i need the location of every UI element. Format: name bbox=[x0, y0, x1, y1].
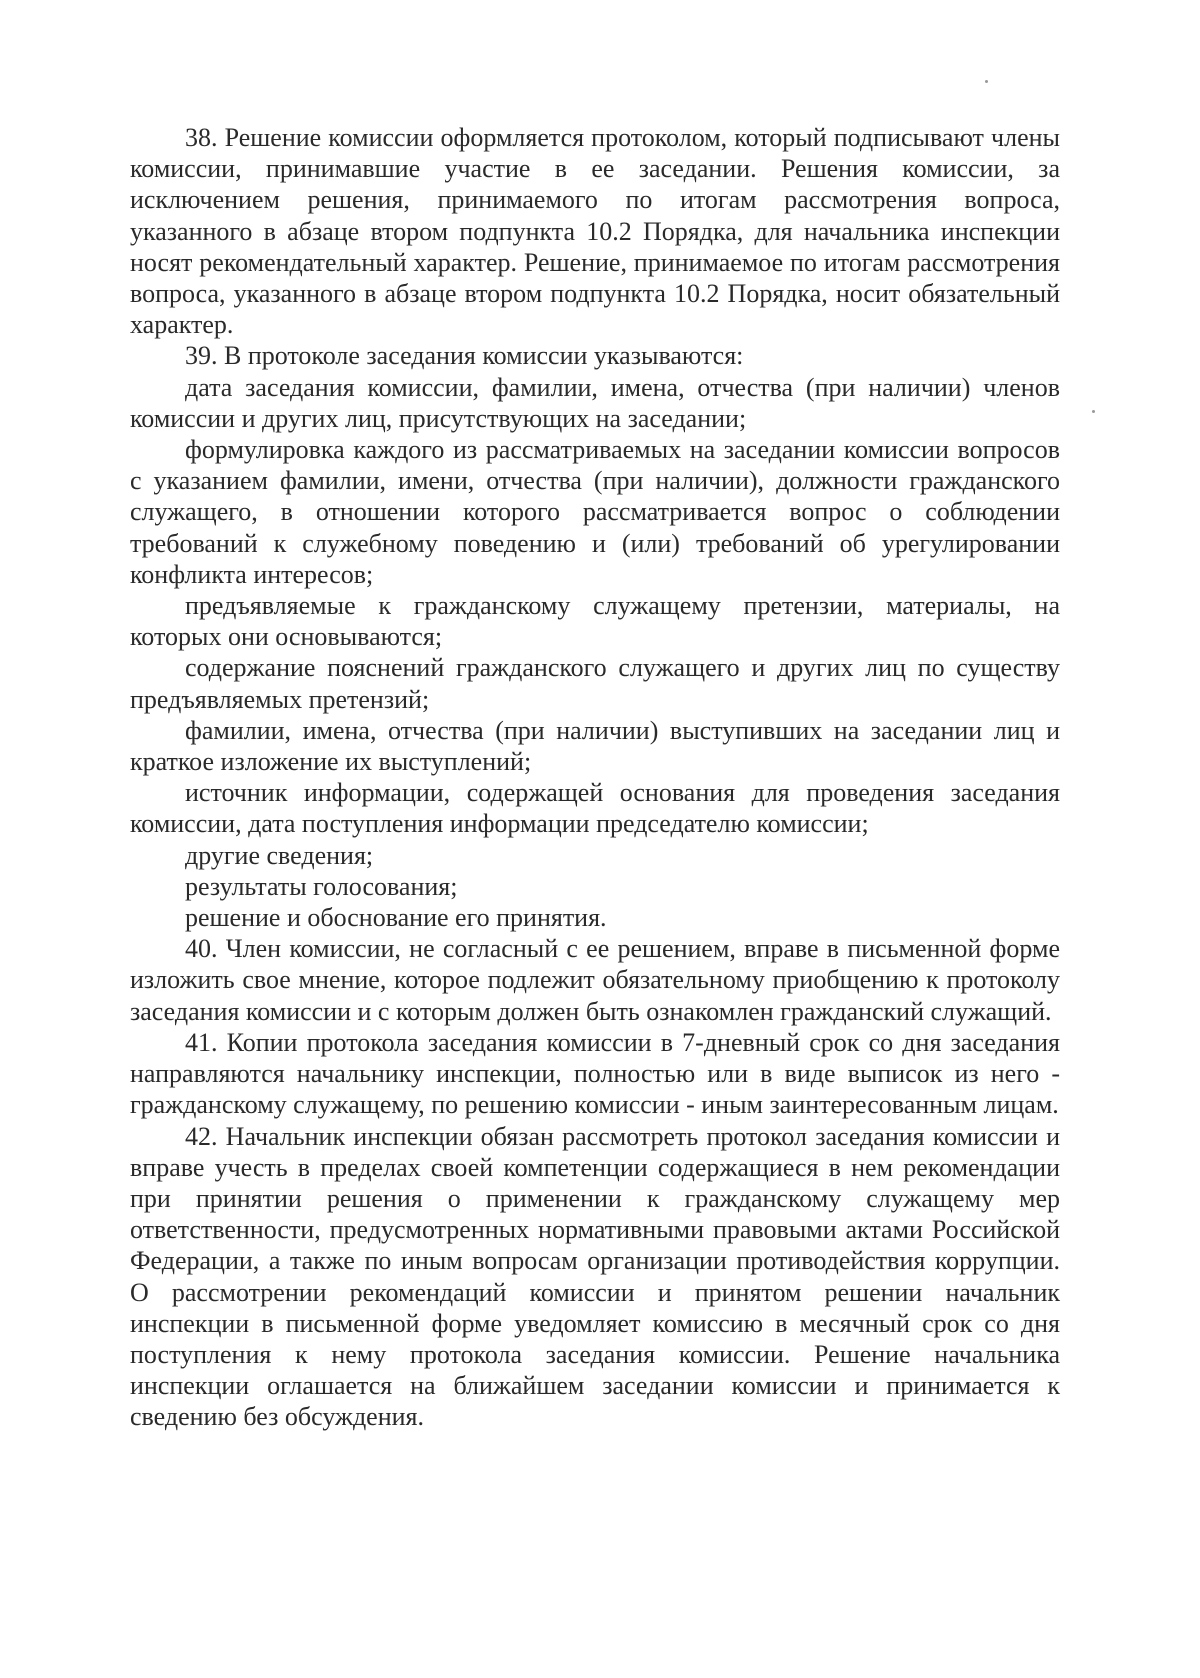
paragraph-39: 39. В протоколе заседания комиссии указываются: bbox=[185, 341, 744, 371]
list-item-other: другие сведения; bbox=[185, 840, 374, 870]
scan-speck-right bbox=[1092, 410, 1095, 413]
list-item-wording: формулировка каждого из рассматриваемых на заседании комиссии вопросов с указанием фамилии, имени, отчества (при наличии), должности гражданского служащего, в отношении которого рассматривается вопрос о соблюдении требований к служебному поведению и (или) требований об урегулировании конфликта интересов; bbox=[130, 435, 1060, 589]
paragraph-38: 38. Решение комиссии оформляется протоколом, который подписывают члены комиссии, принимавшие участие в ее заседании. Решения комиссии, за исключением решения, принимаемого по итогам рассмотрения вопроса, указанного в абзаце втором подпункта 10.2 Порядка, для начальника инспекции носят рекомендательный характер. Решение, принимаемое по итогам рассмотрения вопроса, указанного в абзаце втором подпункта 10.2 Порядка, носит обязательный характер. bbox=[130, 123, 1060, 340]
list-item-speakers: фамилии, имена, отчества (при наличии) выступивших на заседании лиц и краткое изложение их выступлений; bbox=[130, 715, 1060, 777]
scan-speck-top bbox=[985, 80, 988, 83]
paragraph-42: 42. Начальник инспекции обязан рассмотреть протокол заседания комиссии и вправе учесть в пределах своей компетенции содержащиеся в нем рекомендации при принятии решения о применении к гражданскому служащему мер ответственности, предусмотренных нормативными правовыми актами Российской Федерации, а также по иным вопросам организации противодействия коррупции. О рассмотрении рекомендаций комиссии и принятом решении начальник инспекции в письменной форме уведомляет комиссию в месячный срок со дня поступления к нему протокола заседания комиссии. Решение начальника инспекции оглашается на ближайшем заседании комиссии и принимается к сведению без обсуждения. bbox=[130, 1121, 1060, 1432]
list-item-decision: решение и обоснование его принятия. bbox=[185, 903, 607, 933]
list-item-voting: результаты голосования; bbox=[185, 871, 458, 901]
document-page bbox=[130, 122, 1060, 1433]
list-item-date: дата заседания комиссии, фамилии, имена, отчества (при наличии) членов комиссии и других лиц, присутствующих на заседании; bbox=[130, 372, 1060, 433]
list-item-claims: предъявляемые к гражданскому служащему претензии, материалы, на которых они основываются; bbox=[130, 591, 1060, 652]
paragraph-41: 41. Копии протокола заседания комиссии в 7-дневный срок со дня заседания направляются начальнику инспекции, полностью или в виде выписок из него - гражданскому служащему, по решению комиссии - иным заинтересованным лицам. bbox=[130, 1027, 1060, 1120]
paragraph-40: 40. Член комиссии, не согласный с ее решением, вправе в письменной форме изложить свое мнение, которое подлежит обязательному приобщению к протоколу заседания комиссии и с которым должен быть ознакомлен гражданский служащий. bbox=[130, 934, 1060, 1026]
list-item-explanations: содержание пояснений гражданского служащего и других лиц по существу предъявляемых претензий; bbox=[130, 653, 1060, 714]
list-item-source: источник информации, содержащей основания для проведения заседания комиссии, дата поступления информации председателю комиссии; bbox=[130, 778, 1060, 839]
